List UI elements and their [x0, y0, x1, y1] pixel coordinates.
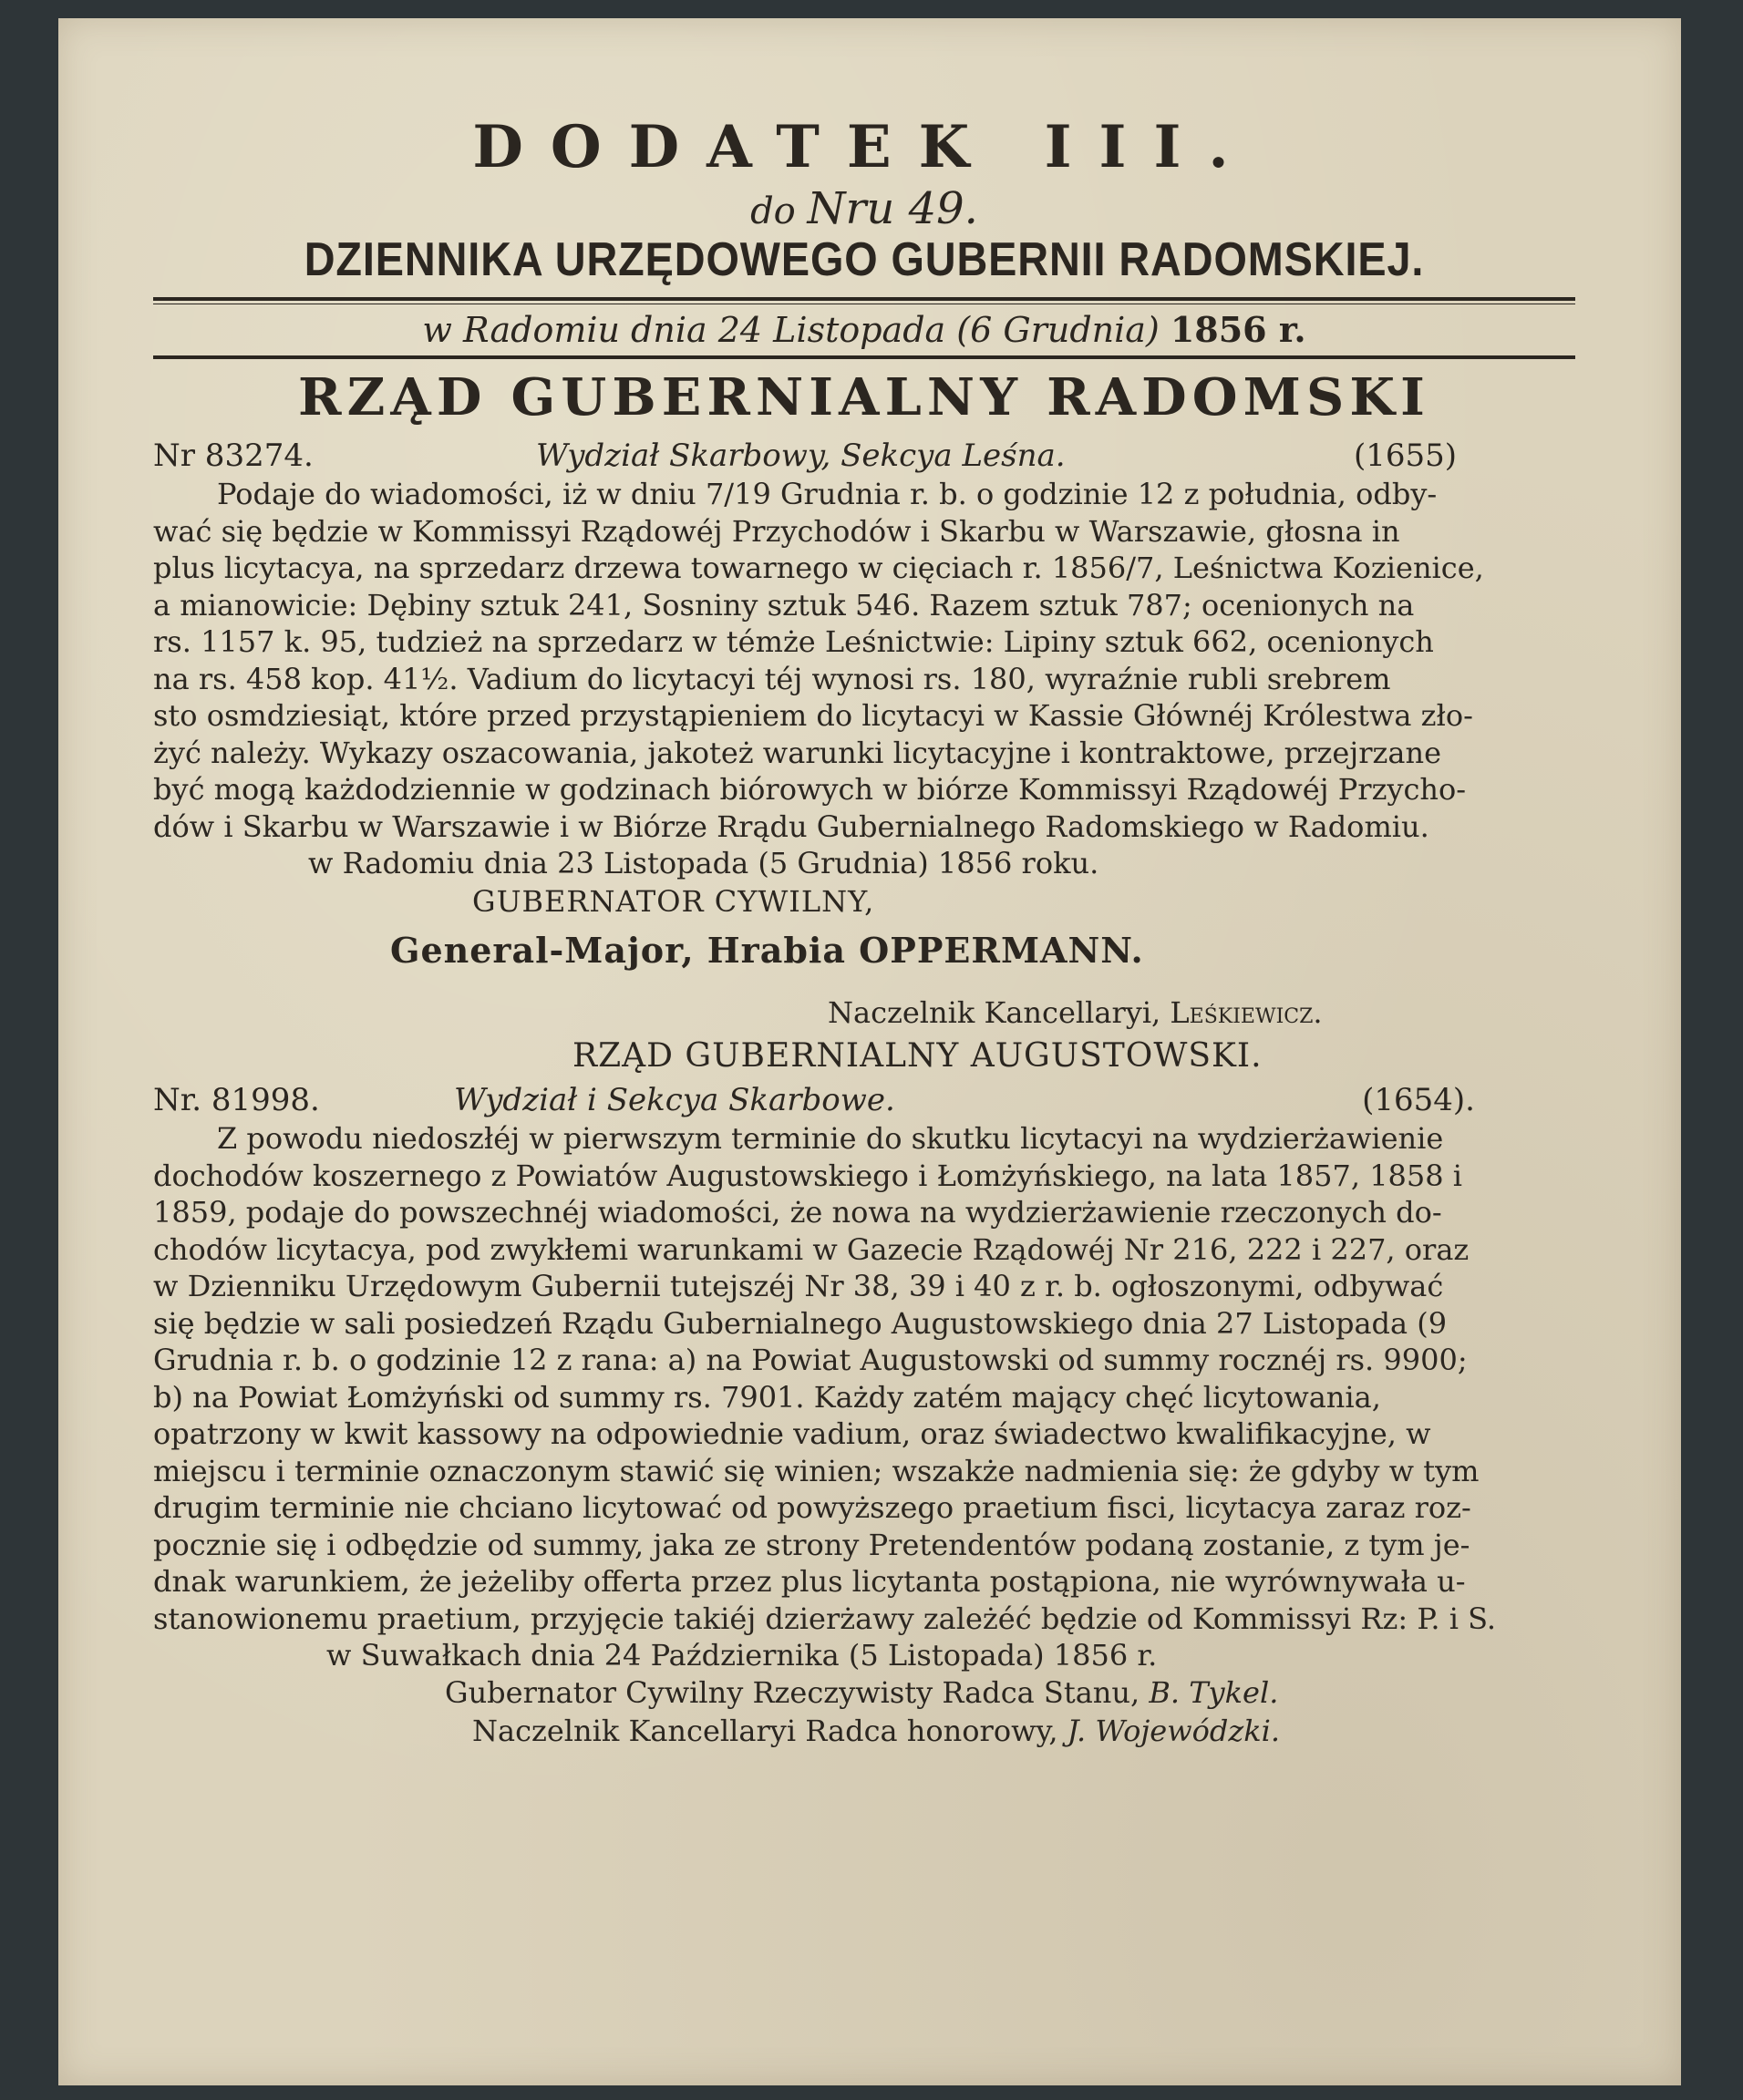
notice-2-chancellery [153, 1712, 1575, 1750]
notice-2-line: pocznie się i odbędzie od summy, jaka ze strony Pretendentów podaną zostanie, z tym je- [153, 1527, 1470, 1562]
notice-2-chancellery-label: Naczelnik Kancellaryi Radca honorowy, [472, 1714, 1058, 1748]
notice-1-code: (1655) [1353, 438, 1457, 474]
notice-2-governor [153, 1673, 1575, 1712]
notice-2-header [153, 1080, 1575, 1120]
notice-2-line: dochodów koszernego z Powiatów Augustowskiego i Łomżyńskiego, na lata 1857, 1858 i [153, 1158, 1463, 1193]
notice-2-line: Grudnia r. b. o godzinie 12 z rana: a) na Powiat Augustowski od summy rocznéj rs. 9900; [153, 1343, 1468, 1377]
notice-1-line: wać się będzie w Kommissyi Rządowéj Przychodów i Skarbu w Warszawie, głosna in [153, 513, 1400, 549]
notice-1-line: być mogą każdodziennie w godzinach biórowych w biórze Kommissyi Rządowéj Przycho- [153, 772, 1467, 807]
notice-1-line: na rs. 458 kop. 41½. Vadium do licytacyi téj wynosi rs. 180, wyraźnie rubli srebrem [153, 661, 1391, 696]
notice-2-authority: RZĄD GUBERNIALNY AUGUSTOWSKI. [572, 1037, 1263, 1075]
notice-1-line: rs. 1157 k. 95, tudzież na sprzedarz w témże Leśnictwie: Lipiny sztuk 662, ocenionych [153, 624, 1434, 659]
document-page [58, 18, 1681, 2085]
issue-prefix: do [750, 190, 796, 232]
notice-1-number: Nr 83274. [153, 438, 314, 474]
notice-1-line: sto osmdziesiąt, które przed przystąpieniem do licytacyi w Kassie Głównéj Królestwa zło- [153, 698, 1473, 733]
notice-2-chancellery-name: J. Wojewódzki. [1067, 1714, 1280, 1748]
notice-2-line: miejscu i terminie oznaczonym stawić się winien; wszakże nadmienia się: że gdyby w tym [153, 1453, 1480, 1488]
issue-number: Nru 49. [807, 183, 978, 234]
notice-2-line: Z powodu niedoszłéj w pierwszym terminie do skutku licytacyi na wydzierżawienie [217, 1121, 1444, 1156]
authority-heading: RZĄD GUBERNIALNY RADOMSKI [297, 367, 1430, 427]
notice-2-department: Wydział i Sekcya Skarbowe. [454, 1082, 895, 1118]
notice-1-dated: w Radomiu dnia 23 Listopada (5 Grudnia) 1856 roku. [308, 846, 1099, 880]
notice-2-dated: w Suwałkach dnia 24 Października (5 Listopada) 1856 r. [326, 1638, 1158, 1673]
notice-1-body [153, 476, 1575, 845]
notice-1-chancellery-name: Leśkiewicz. [1170, 995, 1323, 1030]
notice-1-department: Wydział Skarbowy, Sekcya Leśna. [536, 438, 1066, 474]
notice-2-line: w Dzienniku Urzędowym Gubernii tutejszéj Nr 38, 39 i 40 z r. b. ogłoszonymi, odbywać [153, 1269, 1444, 1303]
notice-2-line: dnak warunkiem, że jeżeliby offerta przez plus licytanta postąpiona, nie wyrównywała u- [153, 1564, 1466, 1599]
journal-name: DZIENNIKA URZĘDOWEGO GUBERNII RADOMSKIEJ. [304, 233, 1425, 286]
notice-2-line: chodów licytacya, pod zwykłemi warunkami w Gazecie Rządowéj Nr 216, 222 i 227, oraz [153, 1231, 1470, 1267]
notice-2-line: b) na Powiat Łomżyński od summy rs. 7901. Każdy zatém mający chęć licytowania, [153, 1379, 1381, 1415]
notice-2-body [153, 1120, 1575, 1637]
notice-1-line: żyć należy. Wykazy oszacowania, jakoteż warunki licytacyjne i kontraktowe, przejrzane [153, 735, 1441, 770]
page-content [153, 109, 1575, 1750]
dateline-year: 1856 r. [1170, 309, 1306, 350]
top-rule [153, 297, 1575, 301]
notice-1-line: plus licytacya, na sprzedarz drzewa towarnego w cięciach r. 1856/7, Leśnictwa Kozienice, [153, 551, 1484, 585]
notice-2-line: stanowionemu praetium, przyjęcie takiéj dzierżawy zależéć będzie od Kommissyi Rz: P. i S. [153, 1601, 1497, 1636]
notice-2-line: opatrzony w kwit kassowy na odpowiednie vadium, oraz świadectwo kwalifikacyjne, w [153, 1416, 1431, 1451]
issue-dateline [153, 304, 1575, 355]
notice-2-governor-name: B. Tykel. [1149, 1675, 1279, 1710]
notice-2-number: Nr. 81998. [153, 1082, 320, 1118]
notice-2-line: się będzie w sali posiedzeń Rządu Gubernialnego Augustowskiego dnia 27 Listopada (9 [153, 1305, 1448, 1341]
supplement-title: DODATEK III. [472, 113, 1256, 181]
notice-1-chancellery [153, 993, 1575, 1033]
notice-1-governor-title: GUBERNATOR CYWILNY, [472, 884, 875, 919]
dateline-text: w Radomiu dnia 24 Listopada (6 Grudnia) [422, 310, 1160, 350]
notice-2-code: (1654). [1362, 1082, 1475, 1118]
notice-2-line: 1859, podaje do powszechnéj wiadomości, że nowa na wydzierżawienie rzeczonych do- [153, 1195, 1442, 1230]
issue-line [153, 183, 1575, 234]
notice-1-line: dów i Skarbu w Warszawie i w Biórze Rrądu Gubernialnego Radomskiego w Radomiu. [153, 808, 1429, 844]
notice-1-chancellery-label: Naczelnik Kancellaryi, [828, 995, 1161, 1030]
notice-1-line: Podaje do wiadomości, iż w dniu 7/19 Grudnia r. b. o godzinie 12 z południa, odby- [217, 477, 1438, 511]
notice-2-line: drugim terminie nie chciano licytować od powyższego praetium fisci, licytacya zaraz roz- [153, 1490, 1471, 1525]
notice-1-signature: General-Major, Hrabia OPPERMANN. [390, 930, 1144, 971]
notice-1-header [153, 436, 1575, 476]
notice-2-governor-label: Gubernator Cywilny Rzeczywisty Radca Stanu, [445, 1675, 1140, 1710]
notice-1-line: a mianowicie: Dębiny sztuk 241, Sosniny sztuk 546. Razem sztuk 787; ocenionych na [153, 587, 1415, 623]
